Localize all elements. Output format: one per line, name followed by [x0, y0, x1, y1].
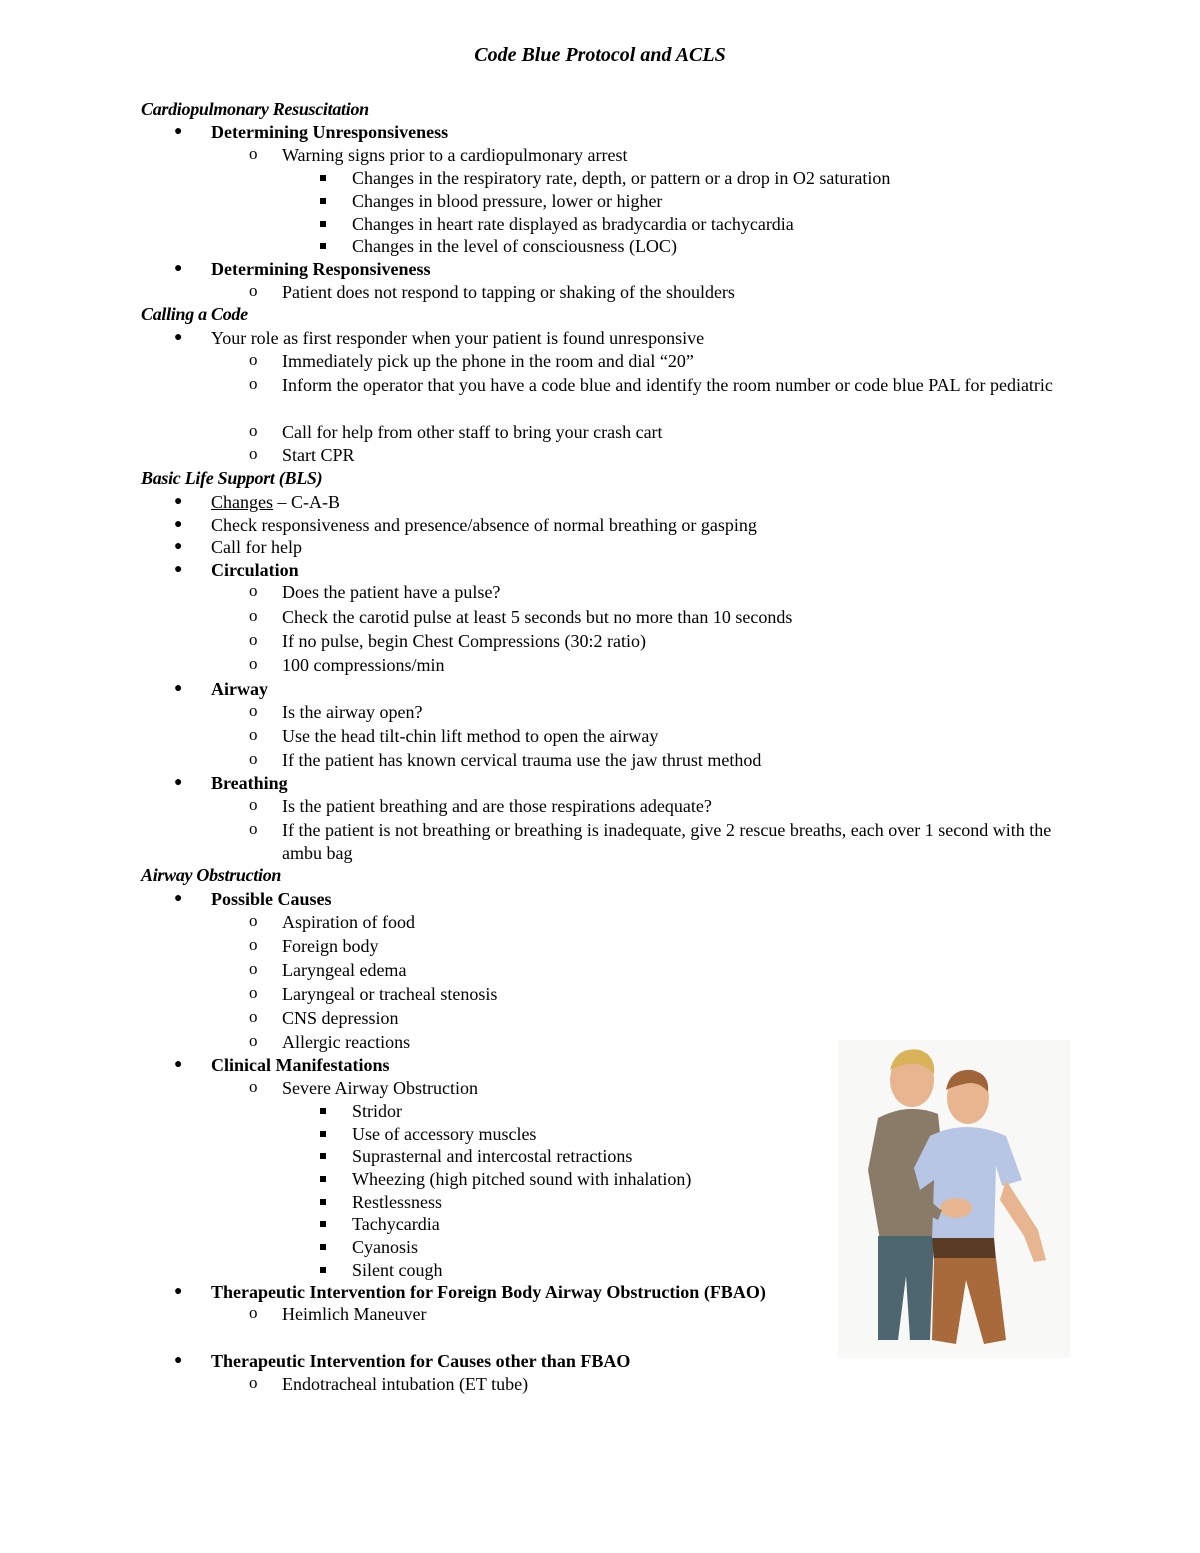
- circle-bullet-icon: o: [249, 701, 258, 720]
- list-item: Laryngeal or tracheal stenosis: [282, 984, 498, 1004]
- bullet-icon: ●: [174, 330, 183, 345]
- square-bullet-icon: [320, 198, 326, 204]
- circle-bullet-icon: o: [249, 281, 258, 300]
- list-item: Start CPR: [282, 445, 355, 465]
- list-item: Heimlich Maneuver: [282, 1304, 427, 1324]
- list-item: Therapeutic Intervention for Causes other than FBAO: [211, 1351, 631, 1371]
- list-item: If the patient has known cervical trauma use the jaw thrust method: [282, 750, 762, 770]
- page-title: Code Blue Protocol and ACLS: [474, 44, 726, 66]
- square-bullet-icon: [320, 175, 326, 181]
- square-bullet-icon: [320, 1244, 326, 1250]
- bullet-icon: ●: [174, 261, 183, 276]
- circle-bullet-icon: o: [249, 795, 258, 814]
- heading-bls: Basic Life Support (BLS): [141, 468, 323, 488]
- circle-bullet-icon: o: [249, 935, 258, 954]
- bullet-icon: ●: [174, 1057, 183, 1072]
- circle-bullet-icon: o: [249, 725, 258, 744]
- circle-bullet-icon: o: [249, 421, 258, 440]
- list-item: Call for help: [211, 537, 302, 557]
- list-item: Is the airway open?: [282, 702, 423, 722]
- bullet-icon: ●: [174, 517, 183, 532]
- heimlich-figure-icon: [838, 1040, 1070, 1358]
- list-item: Your role as first responder when your patient is found unresponsive: [211, 328, 705, 348]
- list-item: Check responsiveness and presence/absence of normal breathing or gasping: [211, 515, 757, 535]
- square-bullet-icon: [320, 1108, 326, 1114]
- circle-bullet-icon: o: [249, 654, 258, 673]
- circle-bullet-icon: o: [249, 374, 258, 393]
- list-item: Tachycardia: [352, 1214, 440, 1234]
- list-item: Breathing: [211, 773, 288, 793]
- list-item: Circulation: [211, 560, 299, 580]
- list-item: Changes in the respiratory rate, depth, or pattern or a drop in O2 saturation: [352, 168, 891, 188]
- list-item: Immediately pick up the phone in the room and dial “20”: [282, 351, 694, 371]
- bullet-icon: ●: [174, 494, 183, 509]
- list-item: Use of accessory muscles: [352, 1124, 537, 1144]
- bullet-icon: ●: [174, 681, 183, 696]
- bullet-icon: ●: [174, 124, 183, 139]
- bullet-icon: ●: [174, 562, 183, 577]
- circle-bullet-icon: o: [249, 819, 258, 838]
- circle-bullet-icon: o: [249, 1031, 258, 1050]
- list-item: Foreign body: [282, 936, 379, 956]
- square-bullet-icon: [320, 243, 326, 249]
- list-item: Inform the operator that you have a code blue and identify the room number or code blue PAL for pediatric: [282, 375, 1053, 395]
- list-item: Clinical Manifestations: [211, 1055, 390, 1075]
- list-item: Changes in heart rate displayed as bradycardia or tachycardia: [352, 214, 794, 234]
- list-item: Changes in the level of consciousness (LOC): [352, 236, 677, 256]
- circle-bullet-icon: o: [249, 1077, 258, 1096]
- bullet-icon: ●: [174, 891, 183, 906]
- bullet-icon: ●: [174, 775, 183, 790]
- list-item: Determining Unresponsiveness: [211, 122, 449, 142]
- list-item: Is the patient breathing and are those respirations adequate?: [282, 796, 712, 816]
- list-item: CNS depression: [282, 1008, 399, 1028]
- list-item: Stridor: [352, 1101, 403, 1121]
- list-item: 100 compressions/min: [282, 655, 445, 675]
- list-item: Determining Responsiveness: [211, 259, 431, 279]
- list-item: Therapeutic Intervention for Foreign Body Airway Obstruction (FBAO): [211, 1282, 766, 1302]
- circle-bullet-icon: o: [249, 983, 258, 1002]
- list-item: Wheezing (high pitched sound with inhalation): [352, 1169, 692, 1189]
- circle-bullet-icon: o: [249, 581, 258, 600]
- list-item: If the patient is not breathing or breathing is inadequate, give 2 rescue breaths, each over 1 second with the ambu bag: [282, 820, 1052, 863]
- square-bullet-icon: [320, 221, 326, 227]
- list-item: Allergic reactions: [282, 1032, 411, 1052]
- list-item: Check the carotid pulse at least 5 seconds but no more than 10 seconds: [282, 607, 793, 627]
- list-item: Restlessness: [352, 1192, 442, 1212]
- square-bullet-icon: [320, 1176, 326, 1182]
- list-item: Use the head tilt-chin lift method to open the airway: [282, 726, 659, 746]
- heading-airway-obstruction: Airway Obstruction: [141, 865, 282, 885]
- circle-bullet-icon: o: [249, 749, 258, 768]
- list-item: Patient does not respond to tapping or shaking of the shoulders: [282, 282, 735, 302]
- list-item: Aspiration of food: [282, 912, 415, 932]
- heimlich-illustration: [838, 1040, 1070, 1358]
- list-item: Call for help from other staff to bring your crash cart: [282, 422, 663, 442]
- circle-bullet-icon: o: [249, 350, 258, 369]
- list-item: Cyanosis: [352, 1237, 419, 1257]
- bullet-icon: ●: [174, 1353, 183, 1368]
- square-bullet-icon: [320, 1153, 326, 1159]
- square-bullet-icon: [320, 1267, 326, 1273]
- circle-bullet-icon: o: [249, 144, 258, 163]
- circle-bullet-icon: o: [249, 959, 258, 978]
- changes-text: – C-A-B: [273, 492, 340, 512]
- list-item: If no pulse, begin Chest Compressions (30:2 ratio): [282, 631, 646, 651]
- list-item: Changes in blood pressure, lower or higher: [352, 191, 663, 211]
- list-item: [211, 491, 340, 514]
- circle-bullet-icon: o: [249, 1303, 258, 1322]
- circle-bullet-icon: o: [249, 630, 258, 649]
- circle-bullet-icon: o: [249, 911, 258, 930]
- square-bullet-icon: [320, 1221, 326, 1227]
- changes-label: Changes: [211, 492, 273, 512]
- circle-bullet-icon: o: [249, 1007, 258, 1026]
- circle-bullet-icon: o: [249, 606, 258, 625]
- circle-bullet-icon: o: [249, 1373, 258, 1392]
- list-item: Does the patient have a pulse?: [282, 582, 501, 602]
- heading-cpr: Cardiopulmonary Resuscitation: [141, 99, 369, 119]
- list-item: Possible Causes: [211, 889, 332, 909]
- list-item: Airway: [211, 679, 268, 699]
- list-item: Laryngeal edema: [282, 960, 407, 980]
- bullet-icon: ●: [174, 1284, 183, 1299]
- list-item: Endotracheal intubation (ET tube): [282, 1374, 529, 1394]
- square-bullet-icon: [320, 1131, 326, 1137]
- list-item: Suprasternal and intercostal retractions: [352, 1146, 633, 1166]
- circle-bullet-icon: o: [249, 444, 258, 463]
- square-bullet-icon: [320, 1199, 326, 1205]
- list-item: Silent cough: [352, 1260, 443, 1280]
- list-item: Severe Airway Obstruction: [282, 1078, 478, 1098]
- bullet-icon: ●: [174, 539, 183, 554]
- list-item: Warning signs prior to a cardiopulmonary arrest: [282, 145, 628, 165]
- heading-calling-code: Calling a Code: [141, 304, 248, 324]
